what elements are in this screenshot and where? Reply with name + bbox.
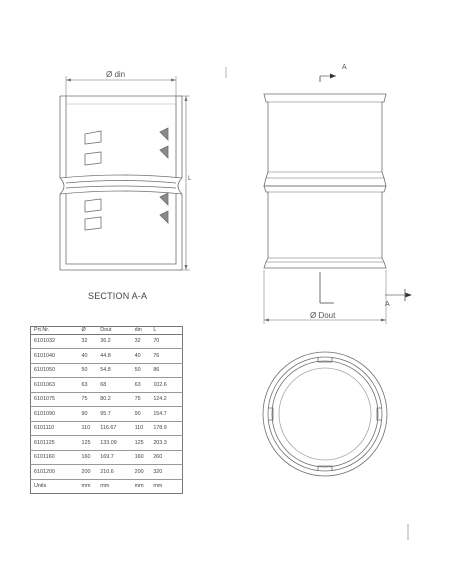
- table-header-row: [31, 327, 183, 335]
- table-row: [31, 407, 183, 422]
- table-cell: 76: [153, 349, 182, 364]
- table-cell: 169.7: [100, 450, 134, 465]
- table-cell: 75: [82, 392, 101, 407]
- units-row: [31, 479, 183, 494]
- side-view: [226, 67, 412, 324]
- table-cell: 178.9: [153, 421, 182, 436]
- table-cell: 75: [135, 392, 154, 407]
- table-cell: 6101040: [31, 349, 82, 364]
- table-row: [31, 392, 183, 407]
- table-cell: 90: [135, 407, 154, 422]
- table-cell: 63: [135, 378, 154, 393]
- table-cell: 154.7: [153, 407, 182, 422]
- table-cell: 6101125: [31, 436, 82, 451]
- table-cell: 32: [82, 334, 101, 349]
- table-cell: 124.2: [153, 392, 182, 407]
- table-cell: Units: [31, 479, 82, 494]
- table-cell: 6101160: [31, 450, 82, 465]
- table-cell: 6101200: [31, 465, 82, 480]
- table-row: [31, 436, 183, 451]
- table-cell: 40: [82, 349, 101, 364]
- table-row: [31, 363, 183, 378]
- table-row: [31, 450, 183, 465]
- top-view: [263, 352, 387, 476]
- section-title: SECTION A-A: [88, 291, 148, 301]
- table-cell: 6101032: [31, 334, 82, 349]
- table-cell: 44.8: [100, 349, 134, 364]
- table-cell: 110: [82, 421, 101, 436]
- table-cell: 320: [153, 465, 182, 480]
- col-header: Ø: [82, 327, 101, 335]
- spec-table: [30, 326, 183, 494]
- table-row: [31, 349, 183, 364]
- table-cell: 68: [100, 378, 134, 393]
- table-cell: mm: [135, 479, 154, 494]
- table-cell: 125: [82, 436, 101, 451]
- table-cell: 110: [135, 421, 154, 436]
- table-row: [31, 465, 183, 480]
- table-cell: 160: [135, 450, 154, 465]
- table-cell: 133.09: [100, 436, 134, 451]
- table-cell: 160: [82, 450, 101, 465]
- section-marker-bottom: A: [385, 301, 390, 308]
- col-header: din: [135, 327, 154, 335]
- table-cell: 50: [135, 363, 154, 378]
- section-view: [60, 76, 190, 270]
- table-cell: 70: [153, 334, 182, 349]
- table-cell: 203.3: [153, 436, 182, 451]
- table-cell: 32: [135, 334, 154, 349]
- table-cell: 125: [135, 436, 154, 451]
- table-cell: mm: [100, 479, 134, 494]
- table-cell: 86: [153, 363, 182, 378]
- col-header: L: [153, 327, 182, 335]
- table-cell: 200: [135, 465, 154, 480]
- col-header: Prt.Nr.: [31, 327, 82, 335]
- table-row: [31, 421, 183, 436]
- din-label: Ø din: [106, 70, 126, 79]
- table-cell: 80.2: [100, 392, 134, 407]
- table-row: [31, 334, 183, 349]
- table-cell: 54.8: [100, 363, 134, 378]
- table-cell: 6101075: [31, 392, 82, 407]
- table-cell: 116.67: [100, 421, 134, 436]
- table-cell: 40: [135, 349, 154, 364]
- col-header: Dout: [100, 327, 134, 335]
- table-cell: mm: [153, 479, 182, 494]
- table-cell: 200: [82, 465, 101, 480]
- table-cell: 6101050: [31, 363, 82, 378]
- length-label: L: [188, 176, 192, 182]
- table-cell: mm: [82, 479, 101, 494]
- table-cell: 63: [82, 378, 101, 393]
- table-cell: 6101090: [31, 407, 82, 422]
- table-cell: 95.7: [100, 407, 134, 422]
- table-cell: 50: [82, 363, 101, 378]
- table-cell: 36.2: [100, 334, 134, 349]
- table-cell: 6101063: [31, 378, 82, 393]
- dout-label: Ø Dout: [310, 311, 336, 320]
- table-cell: 90: [82, 407, 101, 422]
- table-cell: 260: [153, 450, 182, 465]
- table-cell: 210.6: [100, 465, 134, 480]
- table-cell: 6101110: [31, 421, 82, 436]
- table-row: [31, 378, 183, 393]
- section-marker-top: A: [342, 64, 347, 71]
- table-cell: 102.6: [153, 378, 182, 393]
